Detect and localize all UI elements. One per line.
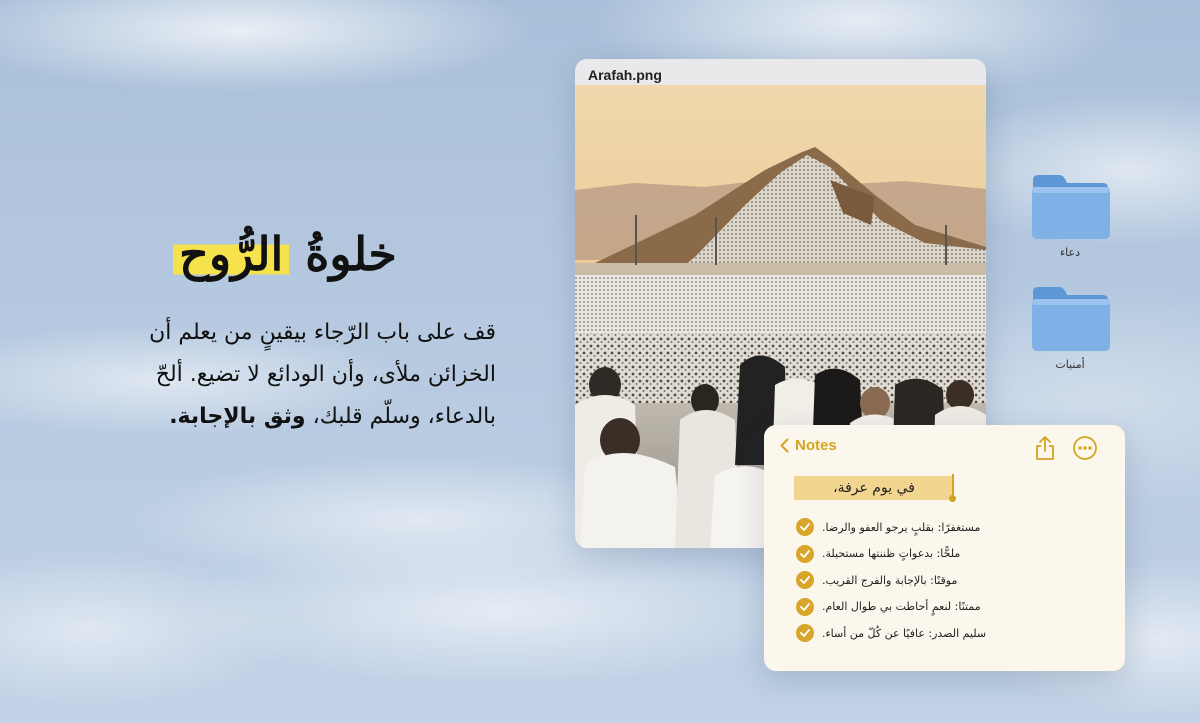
folder-icon [1029, 284, 1111, 352]
checkmark-icon[interactable] [796, 624, 814, 642]
checklist-item-text: ملحًّا: بدعواتٍ ظننتها مستحيلة. [822, 547, 961, 561]
notes-panel[interactable] [764, 425, 1125, 671]
checklist [796, 514, 1096, 647]
notes-back-label: Notes [795, 437, 837, 454]
checkmark-icon[interactable] [796, 571, 814, 589]
folder-dua[interactable] [1025, 172, 1115, 259]
checklist-item-text: مستغفرًا: بقلبٍ يرجو العفو والرضا. [822, 520, 981, 534]
chevron-left-icon [780, 438, 789, 453]
checkmark-icon[interactable] [796, 598, 814, 616]
folder-icon [1029, 172, 1111, 240]
notes-back-button[interactable] [780, 437, 837, 454]
hero-title-plain: خلوةُ [305, 227, 397, 281]
note-title[interactable]: في يوم عرفة، [794, 476, 954, 500]
folder-wishes[interactable] [1025, 284, 1115, 371]
checklist-item-text: موقنًا: بالإجابة والفرج القريب. [822, 573, 958, 587]
checkmark-icon[interactable] [796, 518, 814, 536]
checklist-item[interactable] [796, 514, 1096, 541]
checklist-item-text: ممتنًا: لنعمٍ أحاطت بي طوال العام. [822, 600, 981, 614]
hero-body-text: بالدعاء، وسلّم قلبك، [312, 404, 496, 429]
hero-body-line [96, 396, 496, 438]
hero-title [150, 222, 420, 286]
checklist-item-text: سليم الصدر: عافيًا عن كُلّ من أساء. [822, 626, 987, 640]
text-cursor-handle [949, 495, 956, 502]
image-filename: Arafah.png [588, 67, 662, 83]
folder-label: دعاء [1060, 246, 1080, 259]
checkmark-icon[interactable] [796, 545, 814, 563]
share-icon[interactable] [1034, 435, 1056, 461]
hero-body-bold: وثق بالإجابة. [169, 404, 306, 429]
hero-body [96, 312, 496, 438]
more-options-icon[interactable] [1072, 435, 1098, 461]
hero-title-highlight: الرُّوح [173, 227, 289, 281]
hero-body-line: قف على باب الرّجاء بيقينٍ من يعلم أن [149, 320, 496, 345]
checklist-item[interactable] [796, 567, 1096, 594]
checklist-item[interactable] [796, 620, 1096, 647]
hero-body-line: الخزائن ملأى، وأن الودائع لا تضيع. ألحّ [155, 362, 496, 387]
folder-label: أمنيات [1055, 358, 1085, 371]
checklist-item[interactable] [796, 594, 1096, 621]
checklist-item[interactable] [796, 541, 1096, 568]
